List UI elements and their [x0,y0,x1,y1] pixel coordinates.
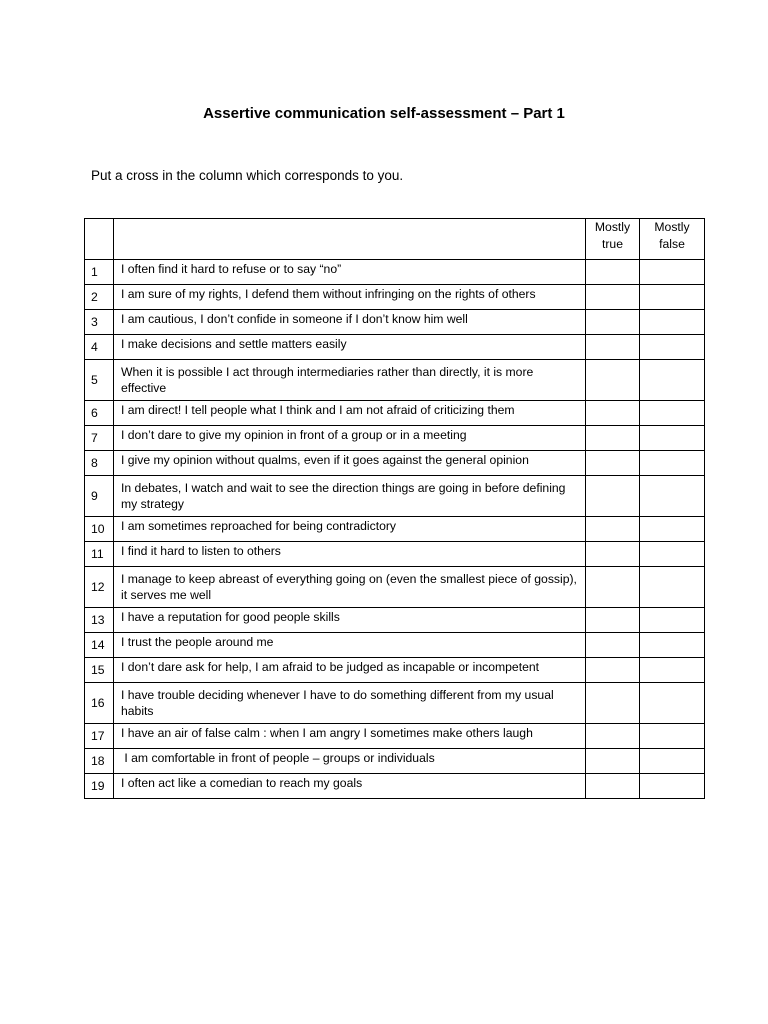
column-header-mostly-false [640,219,705,260]
statement-text: I don’t dare to give my opinion in front of a group or in a meeting [114,426,586,451]
mostly-false-checkbox-cell[interactable] [640,658,705,683]
row-number: 11 [85,542,114,567]
mostly-false-checkbox-cell[interactable] [640,517,705,542]
table-row [85,335,705,360]
table-row [85,517,705,542]
mostly-false-checkbox-cell[interactable] [640,633,705,658]
mostly-true-checkbox-cell[interactable] [586,360,640,401]
row-number: 5 [85,360,114,401]
statement-text: I am direct! I tell people what I think and I am not afraid of criticizing them [114,401,586,426]
table-row [85,310,705,335]
mostly-false-checkbox-cell[interactable] [640,567,705,608]
mostly-false-checkbox-cell[interactable] [640,335,705,360]
mostly-false-checkbox-cell[interactable] [640,260,705,285]
table-row [85,749,705,774]
mostly-false-checkbox-cell[interactable] [640,285,705,310]
table-row [85,658,705,683]
mostly-false-checkbox-cell[interactable] [640,476,705,517]
mostly-false-checkbox-cell[interactable] [640,542,705,567]
mostly-true-checkbox-cell[interactable] [586,749,640,774]
statement-text: I am sure of my rights, I defend them without infringing on the rights of others [114,285,586,310]
statement-text: I manage to keep abreast of everything going on (even the smallest piece of gossip), it serves me well [114,567,586,608]
statement-text: When it is possible I act through intermediaries rather than directly, it is more effective [114,360,586,401]
table-row [85,451,705,476]
table-row [85,542,705,567]
row-number: 13 [85,608,114,633]
table-row [85,567,705,608]
table-header-row [85,219,705,260]
mostly-true-checkbox-cell[interactable] [586,335,640,360]
mostly-true-checkbox-cell[interactable] [586,476,640,517]
mostly-true-checkbox-cell[interactable] [586,260,640,285]
row-number: 17 [85,724,114,749]
mostly-false-checkbox-cell[interactable] [640,774,705,799]
row-number: 19 [85,774,114,799]
table-row [85,285,705,310]
mostly-false-checkbox-cell[interactable] [640,401,705,426]
mostly-true-checkbox-cell[interactable] [586,774,640,799]
mostly-true-checkbox-cell[interactable] [586,724,640,749]
mostly-true-checkbox-cell[interactable] [586,567,640,608]
row-number: 12 [85,567,114,608]
mostly-false-checkbox-cell[interactable] [640,360,705,401]
statement-text: I often find it hard to refuse or to say “no” [114,260,586,285]
row-number: 18 [85,749,114,774]
table-row [85,401,705,426]
mostly-true-line2: true [601,236,623,251]
mostly-false-checkbox-cell[interactable] [640,683,705,724]
mostly-false-checkbox-cell[interactable] [640,608,705,633]
statement-text: I often act like a comedian to reach my goals [114,774,586,799]
mostly-true-checkbox-cell[interactable] [586,683,640,724]
statement-text: I trust the people around me [114,633,586,658]
mostly-true-checkbox-cell[interactable] [586,285,640,310]
statement-text: I make decisions and settle matters easily [114,335,586,360]
table-row [85,683,705,724]
page-title: Assertive communication self-assessment – Part 1 [203,105,565,122]
mostly-true-checkbox-cell[interactable] [586,658,640,683]
row-number: 1 [85,260,114,285]
row-number: 9 [85,476,114,517]
row-number: 3 [85,310,114,335]
mostly-false-line2: false [659,236,685,251]
row-number: 10 [85,517,114,542]
statement-text: I have trouble deciding whenever I have to do something different from my usual habits [114,683,586,724]
row-number: 16 [85,683,114,724]
table-row [85,260,705,285]
mostly-true-checkbox-cell[interactable] [586,426,640,451]
header-number-cell [85,219,114,260]
row-number: 6 [85,401,114,426]
mostly-true-checkbox-cell[interactable] [586,633,640,658]
statement-text: In debates, I watch and wait to see the direction things are going in before defining my strategy [114,476,586,517]
table-row [85,774,705,799]
row-number: 14 [85,633,114,658]
mostly-false-checkbox-cell[interactable] [640,310,705,335]
row-number: 7 [85,426,114,451]
mostly-false-checkbox-cell[interactable] [640,426,705,451]
statement-text: I don’t dare ask for help, I am afraid to be judged as incapable or incompetent [114,658,586,683]
row-number: 8 [85,451,114,476]
table-row [85,633,705,658]
table-row [85,724,705,749]
column-header-mostly-true [586,219,640,260]
statement-text: I am sometimes reproached for being contradictory [114,517,586,542]
instruction-text: Put a cross in the column which corresponds to you. [91,168,404,183]
mostly-false-line1: Mostly [654,220,690,234]
table-row [85,360,705,401]
mostly-true-checkbox-cell[interactable] [586,608,640,633]
mostly-true-checkbox-cell[interactable] [586,542,640,567]
statement-text: I give my opinion without qualms, even if it goes against the general opinion [114,451,586,476]
mostly-false-checkbox-cell[interactable] [640,749,705,774]
mostly-true-checkbox-cell[interactable] [586,310,640,335]
table-row [85,426,705,451]
row-number: 2 [85,285,114,310]
table-row [85,608,705,633]
statement-text: I find it hard to listen to others [114,542,586,567]
statement-text: I have a reputation for good people skills [114,608,586,633]
row-number: 4 [85,335,114,360]
mostly-true-line1: Mostly [594,220,631,234]
statement-text: I am cautious, I don’t confide in someone if I don’t know him well [114,310,586,335]
assessment-table [84,218,705,799]
mostly-true-checkbox-cell[interactable] [586,401,640,426]
mostly-true-checkbox-cell[interactable] [586,451,640,476]
mostly-false-checkbox-cell[interactable] [640,451,705,476]
row-number: 15 [85,658,114,683]
mostly-false-checkbox-cell[interactable] [640,724,705,749]
statement-text: I am comfortable in front of people – groups or individuals [114,749,586,774]
statement-text: I have an air of false calm : when I am angry I sometimes make others laugh [114,724,586,749]
header-statement-cell [114,219,586,260]
table-row [85,476,705,517]
mostly-true-checkbox-cell[interactable] [586,517,640,542]
